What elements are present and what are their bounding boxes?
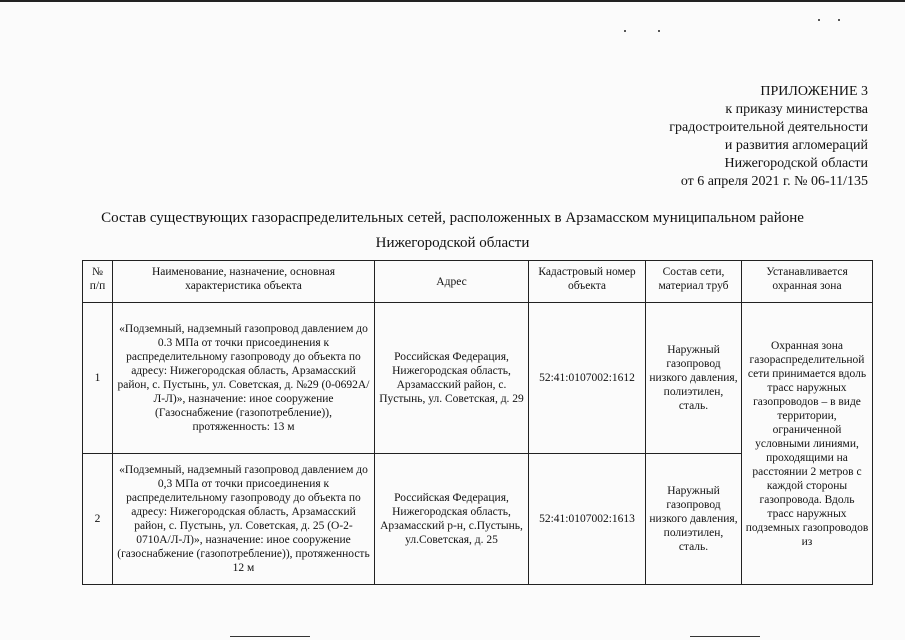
network-composition: Наружный газопровод низкого давления, полиэтилен, сталь.: [646, 454, 742, 585]
scan-top-edge: [0, 0, 905, 2]
column-header-name: Наименование, назначение, основная характеристика объекта: [113, 261, 375, 303]
appendix-title: ПРИЛОЖЕНИЕ 3: [760, 84, 868, 99]
object-description: «Подземный, надземный газопровод давлением до 0,3 МПа от точки присоединения к распределительному газопроводу до объекта по адресу: Нижегородская область, Арзамасский район, с. Пустынь, ул. Советская, д. 25 (О-2-0710А/Л-Л)», назначение: иное сооружение (газоснабжение (газопотребление)), протяженность 12 м: [113, 454, 375, 585]
appendix-line: Нижегородской области: [724, 156, 868, 171]
cadastral-number: 52:41:0107002:1613: [529, 454, 646, 585]
column-header-cadastral: Кадастровый номер объекта: [529, 261, 646, 303]
object-description: «Подземный, надземный газопровод давлением до 0.3 МПа от точки присоединения к распределительному газопроводу до объекта по адресу: Нижегородская область, Арзамасский район, с. Пустынь, ул. Советская, д. №29 (0-0692А/Л-Л)», назначение: иное сооружение (Газоснабжение (газопотребление)), протяженность: 13 м: [113, 303, 375, 454]
cadastral-number: 52:41:0107002:1612: [529, 303, 646, 454]
column-header-number: № п/п: [83, 261, 113, 303]
scan-bottom-edge: [690, 636, 760, 637]
network-composition: Наружный газопровод низкого давления, полиэтилен, сталь.: [646, 303, 742, 454]
appendix-line: к приказу министерства: [725, 102, 868, 117]
object-address: Российская Федерация, Нижегородская область, Арзамасский р-н, с.Пустынь, ул.Советская, д. 25: [375, 454, 529, 585]
table-header-row: [83, 261, 873, 303]
column-header-address: Адрес: [375, 261, 529, 303]
gas-network-table: [82, 260, 873, 585]
scan-bottom-edge: [230, 636, 310, 637]
row-number: 1: [83, 303, 113, 454]
table-row: [83, 303, 873, 454]
document-title-region: Нижегородской области: [375, 235, 530, 251]
column-header-network: Состав сети, материал труб: [646, 261, 742, 303]
appendix-header: [669, 83, 868, 191]
protection-zone-text: Охранная зона газораспределительной сети принимается вдоль трасс наружных газопроводов – в виде территории, ограниченной условными линиями, проходящими на расстоянии 2 метров с каждой стороны газопровода. Вдоль трасс наружных подземных газопроводов из: [742, 303, 873, 585]
column-header-zone: Устанавливается охранная зона: [742, 261, 873, 303]
appendix-order-date: от 6 апреля 2021 г. № 06-11/135: [680, 174, 868, 189]
appendix-line: градостроительной деятельности: [669, 120, 868, 135]
row-number: 2: [83, 454, 113, 585]
appendix-line: и развития агломераций: [724, 138, 868, 153]
object-address: Российская Федерация, Нижегородская область, Арзамасский район, с. Пустынь, ул. Советская, д. 29: [375, 303, 529, 454]
document-title: Состав существующих газораспределительных сетей, расположенных в Арзамасском муниципальном районе: [101, 210, 804, 226]
